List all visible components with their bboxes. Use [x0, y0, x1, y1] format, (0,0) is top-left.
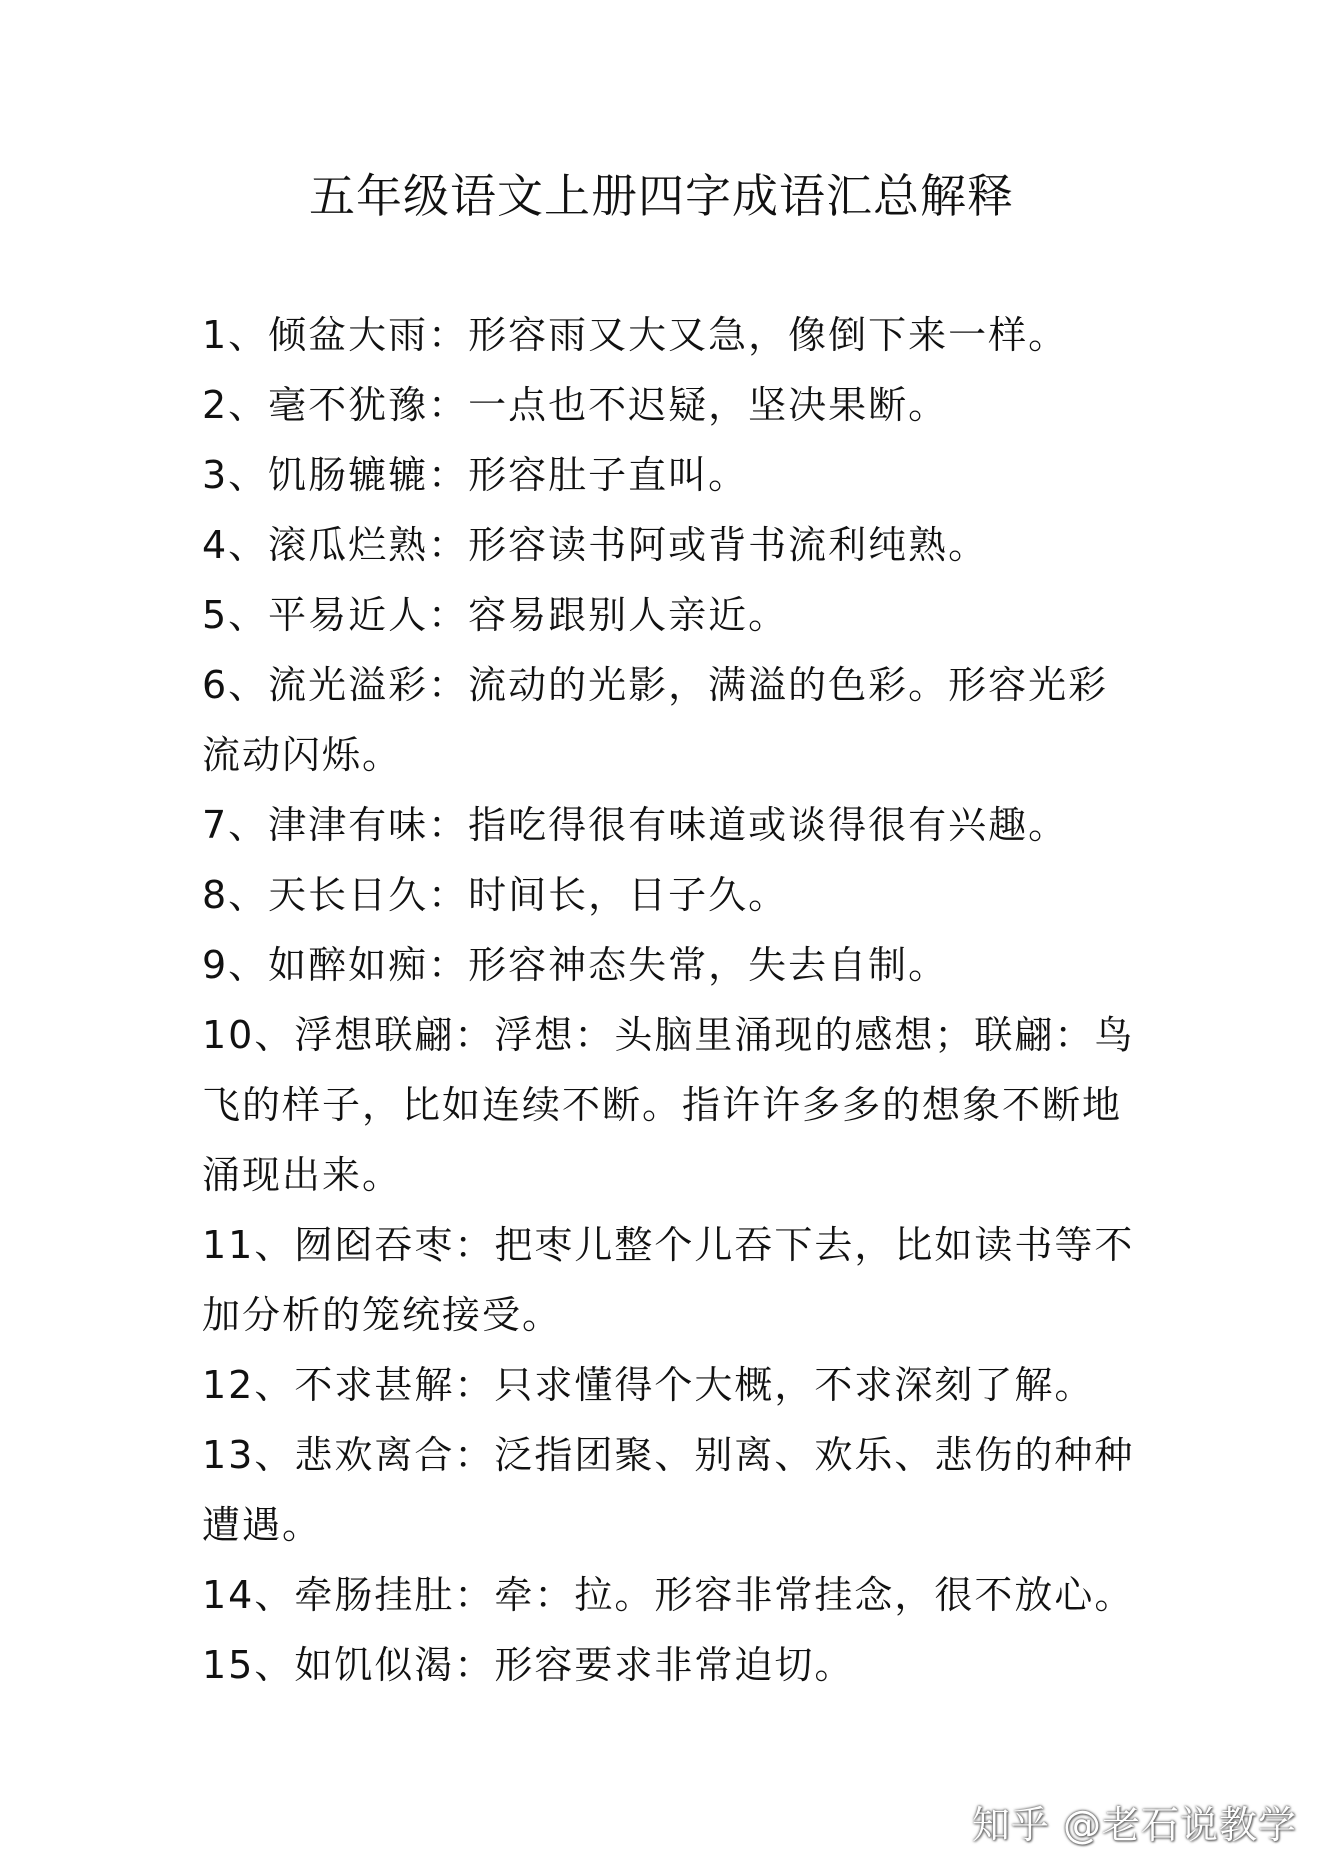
- idiom-entry-8: 8、天长日久：时间长，日子久。: [202, 873, 789, 917]
- idiom-entry-14: 14、牵肠挂肚：牵：拉。形容非常挂念，很不放心。: [202, 1573, 1135, 1617]
- idiom-entry-10: 10、浮想联翩：浮想：头脑里涌现的感想；联翩：鸟飞的样子，比如连续不断。指许许多多的想象不断地涌现出来。: [202, 1013, 1135, 1197]
- page-title: 五年级语文上册四字成语汇总解释: [309, 169, 1014, 223]
- idiom-entry-15: 15、如饥似渴：形容要求非常迫切。: [202, 1643, 855, 1687]
- idiom-entry-12: 12、不求甚解：只求懂得个大概，不求深刻了解。: [202, 1363, 1095, 1407]
- idiom-entry-6: 6、流光溢彩：流动的光影，满溢的色彩。形容光彩流动闪烁。: [202, 663, 1109, 777]
- idiom-entry-11: 11、囫囵吞枣：把枣儿整个儿吞下去，比如读书等不加分析的笼统接受。: [202, 1223, 1135, 1337]
- idiom-entry-1: 1、倾盆大雨：形容雨又大又急，像倒下来一样。: [202, 313, 1069, 357]
- idiom-entry-9: 9、如醉如痴：形容神态失常，失去自制。: [202, 943, 949, 987]
- idiom-entry-4: 4、滚瓜烂熟：形容读书阿或背书流利纯熟。: [202, 523, 989, 567]
- idiom-list: [202, 300, 1137, 1700]
- idiom-entry-3: 3、饥肠辘辘：形容肚子直叫。: [202, 453, 749, 497]
- idiom-entry-5: 5、平易近人：容易跟别人亲近。: [202, 593, 789, 637]
- idiom-entry-7: 7、津津有味：指吃得很有味道或谈得很有兴趣。: [202, 803, 1069, 847]
- watermark: 知乎 @老石说教学: [971, 1803, 1297, 1847]
- idiom-entry-13: 13、悲欢离合：泛指团聚、别离、欢乐、悲伤的种种遭遇。: [202, 1433, 1135, 1547]
- idiom-entry-2: 2、毫不犹豫：一点也不迟疑，坚决果断。: [202, 383, 949, 427]
